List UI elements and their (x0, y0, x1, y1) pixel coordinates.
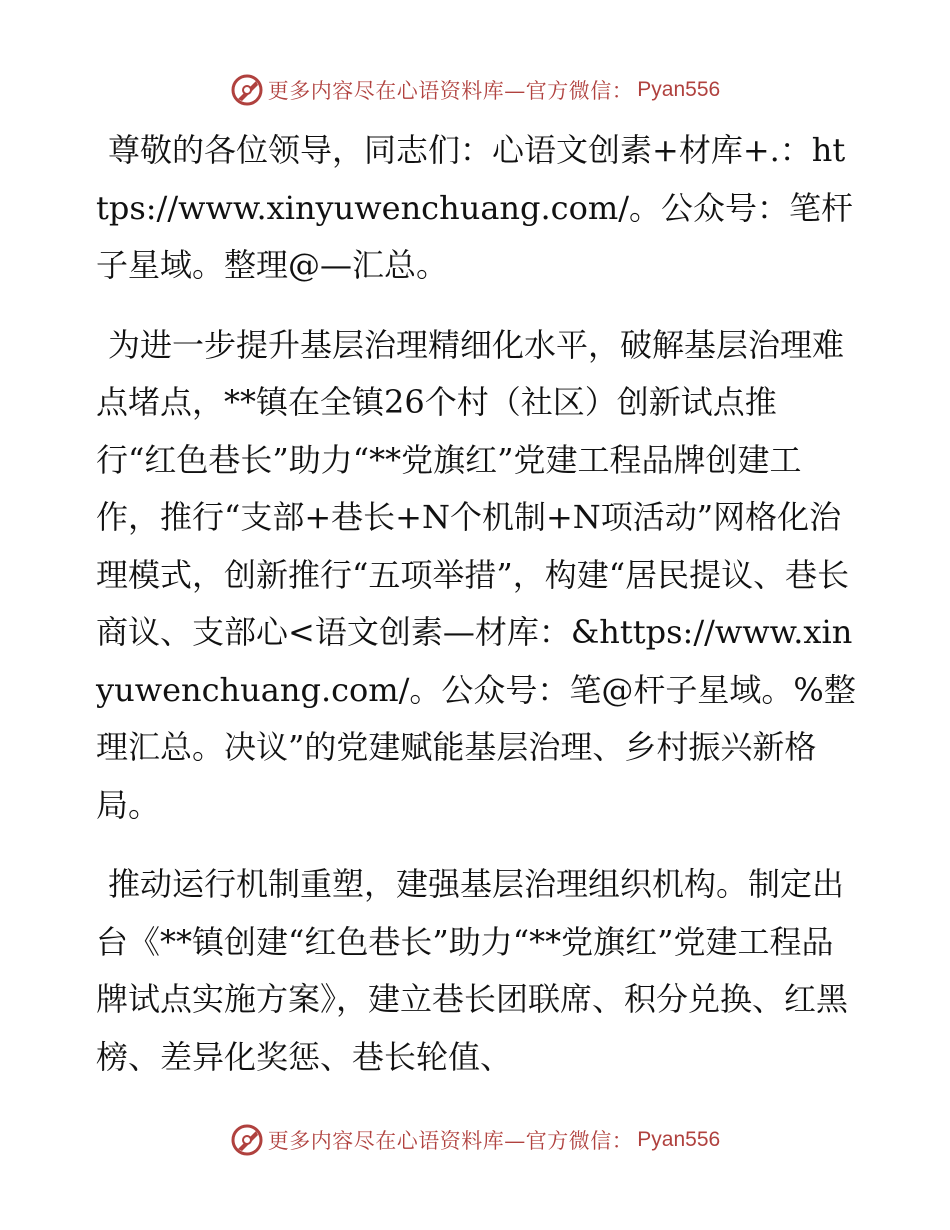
document-body (96, 122, 856, 1108)
watermark-text: 更多内容尽在心语资料库—官方微信： (267, 79, 634, 103)
quill-seal-icon (230, 73, 264, 107)
wechat-id: Pyan556 (637, 1128, 721, 1151)
paragraph: 推动运行机制重塑，建强基层治理组织机构。制定出台《**镇创建“红色巷长”助力“**党旗红”党建工程品牌试点实施方案》，建立巷长团联席、积分兑换、红黑榜、差异化奖惩、巷长轮值、 (96, 865, 849, 1076)
watermark-text: 更多内容尽在心语资料库—官方微信： (267, 1129, 634, 1153)
paragraph: 尊敬的各位领导，同志们：心语文创素+材库+.：https://www.xinyuwenchuang.com/。公众号：笔杆子星域。整理@—汇总。 (96, 131, 853, 284)
quill-seal-icon (230, 1123, 264, 1157)
wechat-id: Pyan556 (637, 78, 721, 101)
header-watermark (0, 70, 950, 110)
footer-watermark (0, 1120, 950, 1160)
paragraph: 为进一步提升基层治理精细化水平，破解基层治理难点堵点，**镇在全镇26个村（社区）创新试点推行“红色巷长”助力“**党旗红”党建工程品牌创建工作，推行“支部+巷长+N个机制+N项活动”网格化治理模式，创新推行“五项举措”，构建“居民提议、巷长商议、支部心<语文创素—材库：&https://www.xinyuwenchuang.com/。公众号：笔@杆子星域。%整理汇总。决议”的党建赋能基层治理、乡村振兴新格局。 (96, 325, 856, 824)
